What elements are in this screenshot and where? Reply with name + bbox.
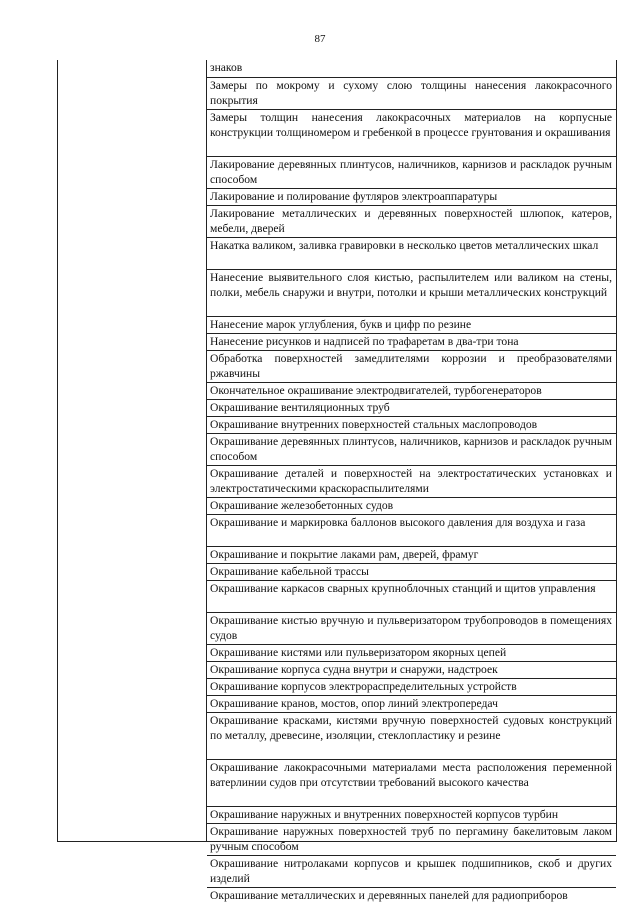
- table-row: Замеры по мокрому и сухому слою толщины нанесения лакокрасочного покрытия: [207, 77, 616, 109]
- table-row: Окрашивание наружных и внутренних поверхностей корпусов турбин: [207, 806, 616, 823]
- table-row: знаков: [210, 61, 243, 74]
- table-row: Нанесение марок углубления, букв и цифр по резине: [207, 316, 616, 333]
- table-row: Окрашивание красками, кистями вручную поверхностей судовых конструкций по металлу, древесине, изоляции, стеклопластику и резине: [207, 712, 616, 759]
- table-row: Нанесение выявительного слоя кистью, распылителем или валиком на стены, полки, мебель снаружи и внутри, потолки и крыши металлических конструкций: [207, 269, 616, 316]
- table-row: Окрашивание кистью вручную и пульверизатором трубопроводов в помещениях судов: [207, 612, 616, 644]
- table-row: Накатка валиком, заливка гравировки в несколько цветов металлических шкал: [207, 237, 616, 269]
- table-row: Лакирование деревянных плинтусов, наличников, карнизов и раскладок ручным способом: [207, 156, 616, 188]
- table-row: Окрашивание деталей и поверхностей на электростатических установках и электростатическими краскораспылителями: [207, 465, 616, 497]
- table-row: Замеры толщин нанесения лакокрасочных материалов на корпусные конструкции толщиномером и гребенкой в процессе грунтования и окрашивания: [207, 109, 616, 156]
- table-row: Обработка поверхностей замедлителями коррозии и преобразователями ржавчины: [207, 350, 616, 382]
- table-row: Окрашивание внутренних поверхностей стальных маслопроводов: [207, 416, 616, 433]
- table-row: Окрашивание кистями или пульверизатором якорных цепей: [207, 644, 616, 661]
- table-row: Окрашивание каркасов сварных крупноблочных станций и щитов управления: [207, 580, 616, 612]
- table-row: Окрашивание нитролаками корпусов и крышек подшипников, скоб и других изделий: [207, 855, 616, 887]
- document-table: [57, 60, 617, 902]
- page-number: 87: [314, 33, 326, 45]
- table-row: Окрашивание и маркировка баллонов высокого давления для воздуха и газа: [207, 514, 616, 546]
- table-row: Окончательное окрашивание электродвигателей, турбогенераторов: [207, 382, 616, 399]
- table-row: Окрашивание и покрытие лаками рам, дверей, фрамуг: [207, 546, 616, 563]
- table-row: Окрашивание наружных поверхностей труб по пергамину бакелитовым лаком ручным способом: [207, 823, 616, 855]
- table-row: Лакирование металлических и деревянных поверхностей шлюпок, катеров, мебели, дверей: [207, 205, 616, 237]
- table-row: Окрашивание корпуса судна внутри и снаружи, надстроек: [207, 661, 616, 678]
- table-row: Окрашивание вентиляционных труб: [207, 399, 616, 416]
- table-row: Нанесение рисунков и надписей по трафаретам в два-три тона: [207, 333, 616, 350]
- table-row: Окрашивание кабельной трассы: [207, 563, 616, 580]
- table-row: Окрашивание деревянных плинтусов, наличников, карнизов и раскладок ручным способом: [207, 433, 616, 465]
- table-row: Окрашивание кранов, мостов, опор линий электропередач: [207, 695, 616, 712]
- empty-left-column: [58, 60, 207, 841]
- table-row: Окрашивание лакокрасочными материалами места расположения переменной ватерлинии судов при отсутствии требований высокого качества: [207, 759, 616, 806]
- table-row: Окрашивание металлических и деревянных панелей для радиоприборов: [207, 887, 616, 904]
- table-rows: [207, 60, 616, 904]
- table-row: Окрашивание корпусов электрораспределительных устройств: [207, 678, 616, 695]
- table-row: Лакирование и полирование футляров электроаппаратуры: [207, 188, 616, 205]
- table-row: Окрашивание железобетонных судов: [207, 497, 616, 514]
